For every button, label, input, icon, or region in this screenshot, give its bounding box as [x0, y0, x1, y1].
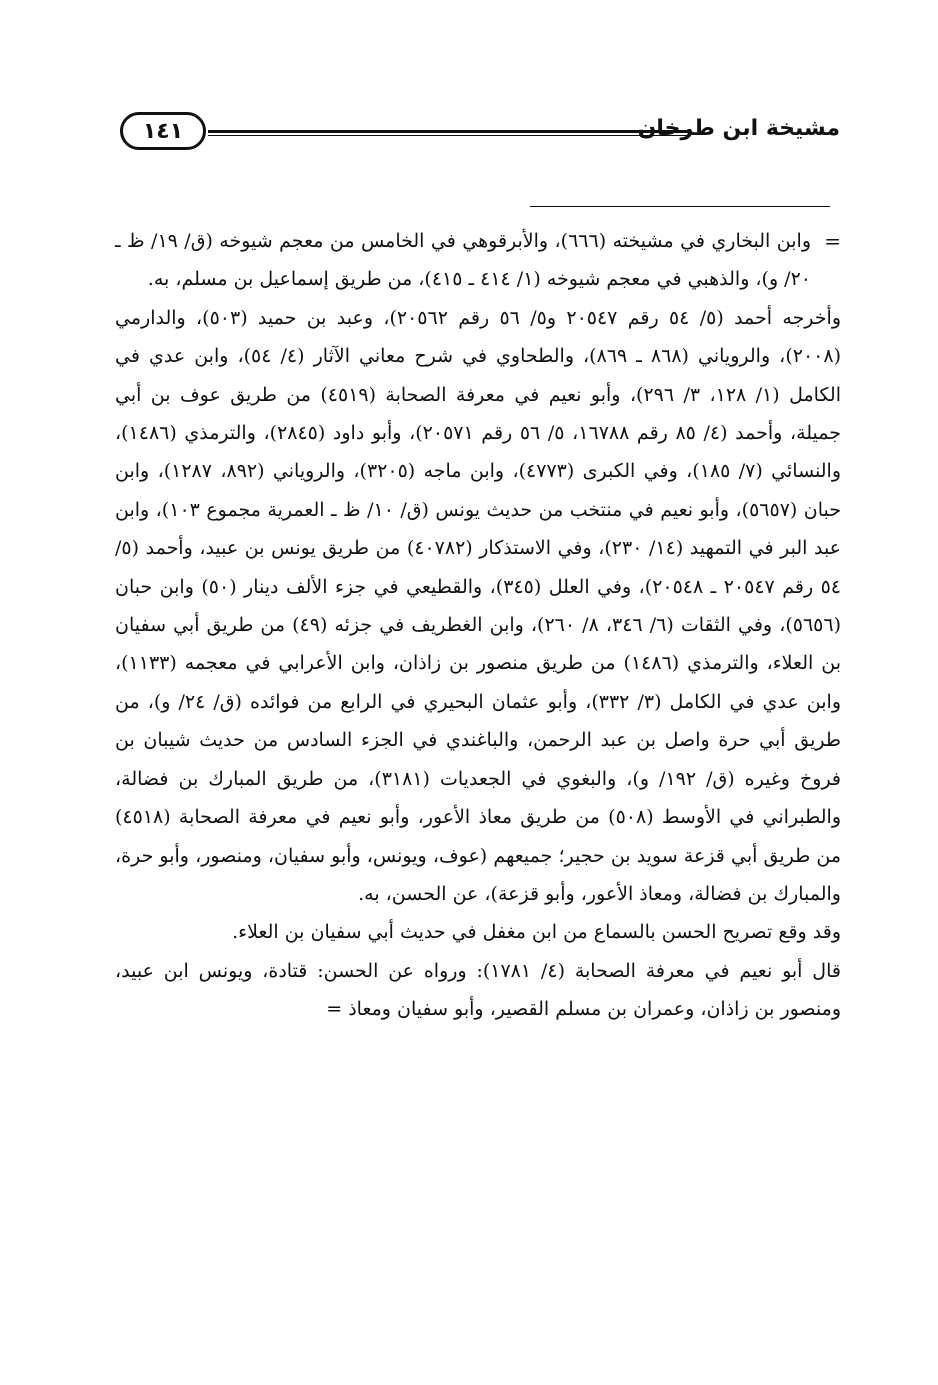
continuation-mark: = [824, 229, 841, 253]
footnote-separator [530, 206, 830, 207]
paragraph-text: وابن البخاري في مشيخته (٦٦٦)، والأبرقوهي في الخامس من معجم شيوخه (ق/ ١٩/ ظ ـ ٢٠/ و)، والذهبي في معجم شيوخه (١/ ٤١٤ ـ ٤١٥)، من طريق إسماعيل بن مسلم، به. [115, 230, 811, 291]
header-rule [208, 130, 690, 136]
footnote-paragraph: قال أبو نعيم في معرفة الصحابة (٤/ ١٧٨١): ورواه عن الحسن: قتادة، ويونس ابن عبيد، ومنصور بن زاذان، وعمران بن مسلم القصير، وأبو سفيان ومعاذ = [115, 959, 841, 1021]
page-number: ١٤١ [120, 112, 206, 150]
footnote-text [115, 222, 841, 1029]
running-header [120, 110, 840, 162]
footnote-paragraph: وأخرجه أحمد (٥/ ٥٤ رقم ٢٠٥٤٧ و٥/ ٥٦ رقم ٢٠٥٦٢)، وعبد بن حميد (٥٠٣)، والدارمي (٢٠٠٨)، والروياني (٨٦٨ ـ ٨٦٩)، والطحاوي في شرح معاني الآثار (٤/ ٥٤)، وابن عدي في الكامل (١/ ١٢٨، ٣/ ٢٩٦)، وأبو نعيم في معرفة الصحابة (٤٥١٩) من طريق عوف بن أبي جميلة، وأحمد (٤/ ٨٥ رقم ١٦٧٨٨، ٥/ ٥٦ رقم ٢٠٥٧١)، وأبو داود (٢٨٤٥)، والترمذي (١٤٨٦)، والنسائي (٧/ ١٨٥)، وفي الكبرى (٤٧٧٣)، وابن ماجه (٣٢٠٥)، والروياني (٨٩٢، ١٢٨٧)، وابن حبان (٥٦٥٧)، وأبو نعيم في منتخب من حديث يونس (ق/ ١٠/ ظ ـ العمرية مجموع ١٠٣)، وابن عبد البر في التمهيد (١٤/ ٢٣٠)، وفي الاستذكار (٤٠٧٨٢) من طريق يونس بن عبيد، وأحمد (٥/ ٥٤ رقم ٢٠٥٤٧ ـ ٢٠٥٤٨)، وفي العلل (٣٤٥)، والقطيعي في جزء الألف دينار (٥٠) وابن حبان (٥٦٥٦)، وفي الثقات (٦/ ٣٤٦، ٨/ ٢٦٠)، وابن الغطريف في جزئه (٤٩) من طريق أبي سفيان بن العلاء، والترمذي (١٤٨٦) من طريق منصور بن زاذان، وابن الأعرابي في معجمه (١١٣٣)، وابن عدي في الكامل (٣/ ٣٣٢)، وأبو عثمان البحيري في الرابع من فوائده (ق/ ٢٤/ و)، من طريق أبي حرة واصل بن عبد الرحمن، والباغندي في الجزء السادس من حديث شيبان بن فروخ وغيره (ق/ ١٩٢/ و)، والبغوي في الجعديات (٣١٨١)، من طريق المبارك بن فضالة، والطبراني في الأوسط (٥٠٨) من طريق معاذ الأعور، وأبو نعيم في معرفة الصحابة (٤٥١٨) من طريق أبي قزعة سويد بن حجير؛ جميعهم (عوف، ويونس، وأبو سفيان، ومنصور، وأبو حرة، والمبارك بن فضالة، ومعاذ الأعور، وأبو قزعة)، عن الحسن، به. [115, 306, 842, 905]
footnote-paragraph: وقد وقع تصريح الحسن بالسماع من ابن مغفل في حديث أبي سفيان بن العلاء. [232, 921, 841, 944]
book-title: مشيخة ابن طرخان [637, 116, 840, 141]
footnote-paragraph [115, 222, 841, 299]
